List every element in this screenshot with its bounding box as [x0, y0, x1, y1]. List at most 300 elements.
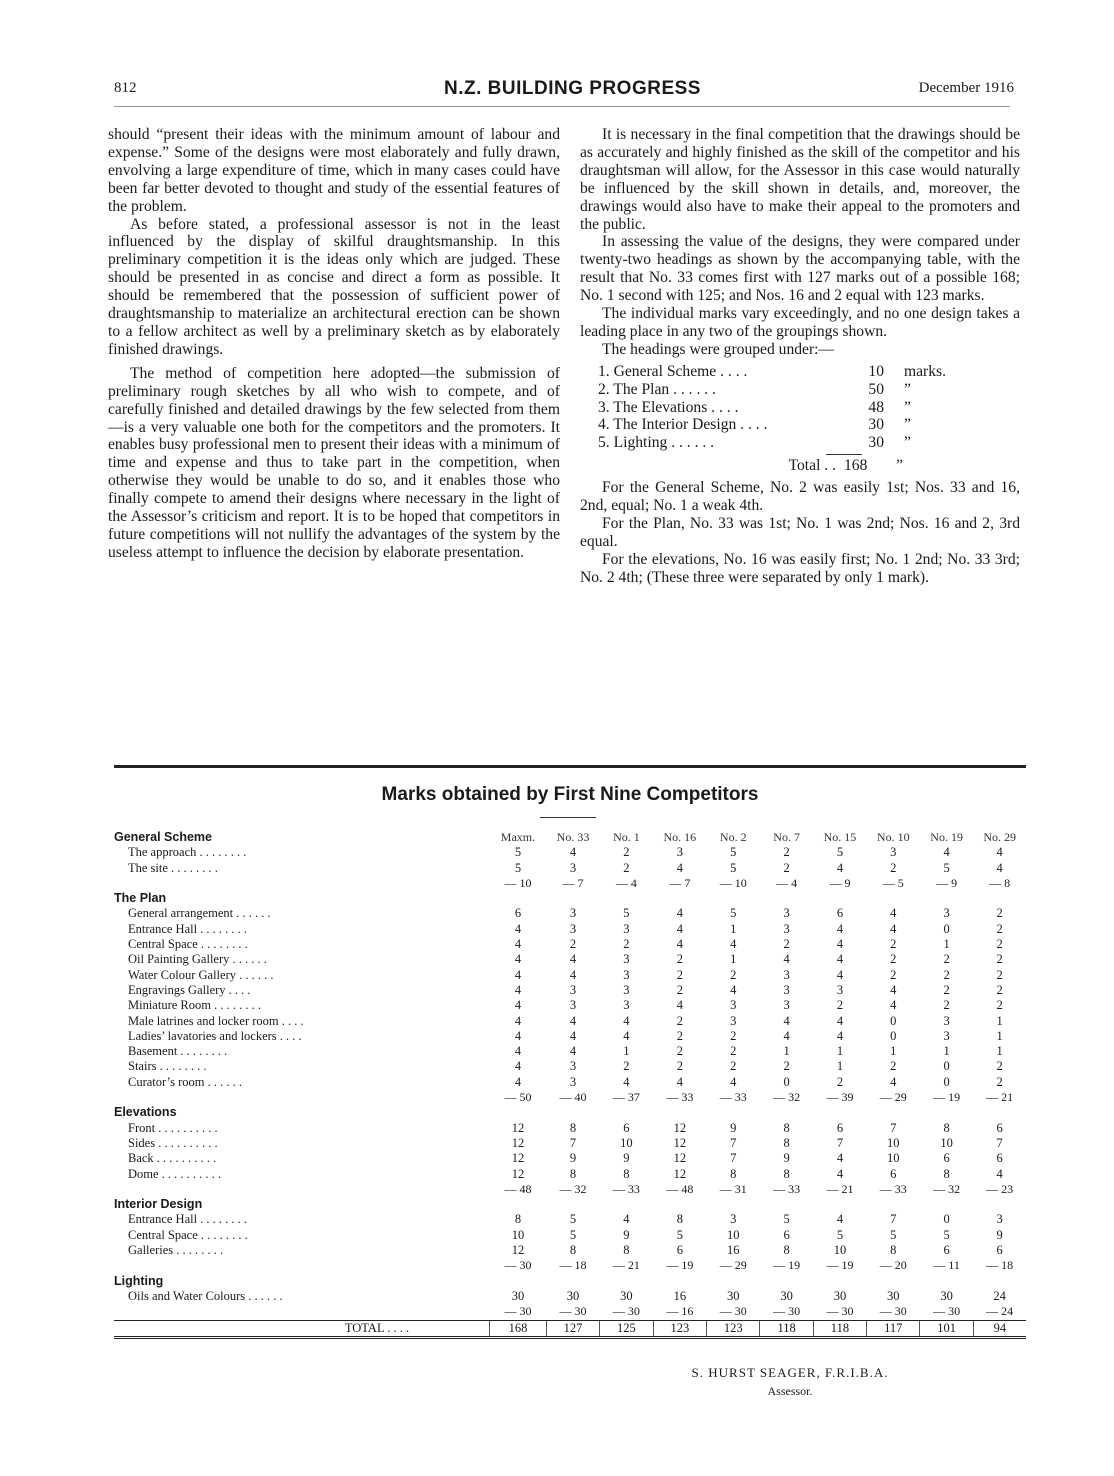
mark-cell: 4: [836, 952, 844, 967]
subtotal-row: [114, 1304, 1026, 1320]
subtotal-spacer: [114, 1258, 490, 1273]
empty-cell: [546, 1274, 599, 1289]
mark-cell: 0: [943, 1059, 950, 1074]
subtotal-cell: — 23: [986, 1181, 1014, 1196]
mark-cell: 1: [996, 1044, 1003, 1059]
mark-cell: 30: [940, 1288, 953, 1303]
empty-cell: [920, 1105, 973, 1120]
mark-cell: 5: [836, 1227, 844, 1242]
row-label: General arrangement . . . . . .: [128, 906, 271, 921]
heading-value: 50: [868, 380, 884, 398]
subtotal-cell: — 21: [826, 1181, 854, 1196]
empty-cell: [490, 1105, 547, 1120]
mark-cell: 2: [623, 860, 630, 875]
mark-cell: 3: [783, 967, 790, 982]
mark-cell: 4: [783, 1013, 790, 1028]
table-row: [114, 845, 1026, 860]
mark-cell: 7: [996, 1135, 1003, 1150]
mark-cell: 2: [943, 952, 950, 967]
row-label: Sides . . . . . . . . . .: [128, 1135, 218, 1150]
mark-cell: 4: [836, 1166, 844, 1181]
empty-cell: [600, 1197, 653, 1212]
mark-cell: 10: [620, 1135, 633, 1150]
subtotal-cell: — 21: [986, 1090, 1014, 1105]
row-label: Dome . . . . . . . . . .: [128, 1166, 222, 1181]
mark-cell: 10: [887, 1135, 900, 1150]
subtotal-cell: — 8: [989, 875, 1011, 890]
total-label: TOTAL . . . .: [114, 1320, 490, 1337]
mark-cell: 3: [569, 998, 577, 1013]
total-cell: 125: [600, 1320, 653, 1337]
row-label: Ladies’ lavatories and lockers . . . .: [128, 1028, 302, 1043]
mark-cell: 4: [514, 921, 522, 936]
total-cell: 123: [653, 1320, 706, 1337]
paragraph: should “present their ideas with the minimum amount of labour and expense.” Some of the designs were most elaborately and fully drawn, envolving a large expenditure of time, which in many cases could have been far better devoted to thought and study of the essential features of the problem.: [108, 126, 560, 215]
row-label: Basement . . . . . . . .: [128, 1044, 228, 1059]
mark-cell: 2: [996, 998, 1003, 1013]
section-header-row: [114, 830, 1026, 845]
section-name: General Scheme: [114, 830, 212, 844]
paragraph: For the Plan, No. 33 was 1st; No. 1 was 2nd; Nos. 16 and 2, 3rd equal.: [580, 514, 1020, 550]
heading-unit: ”: [904, 434, 911, 452]
mark-cell: 6: [996, 1120, 1003, 1135]
empty-cell: [707, 1274, 760, 1289]
mark-cell: 1: [943, 937, 950, 952]
mark-cell: 2: [996, 1059, 1003, 1074]
subtotal-cell: — 18: [559, 1258, 587, 1273]
mark-cell: 1: [783, 1044, 790, 1059]
mark-cell: 24: [993, 1288, 1006, 1303]
mark-cell: 3: [676, 845, 683, 860]
heading-value: 30: [868, 416, 884, 434]
mark-cell: 8: [943, 1166, 950, 1181]
mark-cell: 2: [783, 937, 790, 952]
subtotal-cell: — 9: [829, 875, 851, 890]
mark-cell: 2: [996, 906, 1003, 921]
mark-cell: 4: [569, 952, 577, 967]
total-cell: 101: [920, 1320, 973, 1337]
mark-cell: 2: [676, 967, 683, 982]
mark-cell: 9: [783, 1151, 790, 1166]
mark-cell: 4: [514, 937, 522, 952]
table-row: [114, 1289, 1026, 1304]
table-row: [114, 968, 1026, 983]
subtotal-spacer: [114, 1090, 490, 1105]
mark-cell: 7: [890, 1212, 897, 1227]
mark-cell: 3: [783, 982, 790, 997]
row-label: Stairs . . . . . . . .: [128, 1059, 207, 1074]
mark-cell: 6: [943, 1243, 950, 1258]
empty-cell: [490, 891, 547, 906]
mark-cell: 2: [890, 1059, 897, 1074]
empty-cell: [653, 891, 706, 906]
mark-cell: 5: [943, 1227, 950, 1242]
mark-cell: 1: [890, 1044, 897, 1059]
subtotal-cell: — 30: [504, 1258, 532, 1273]
total-cell: 117: [867, 1320, 920, 1337]
row-label: Engravings Gallery . . . .: [128, 982, 251, 997]
total-value: 168: [844, 457, 868, 475]
mark-cell: 16: [673, 1288, 687, 1303]
empty-cell: [653, 1274, 706, 1289]
mark-cell: 9: [569, 1151, 577, 1166]
subtotal-cell: — 30: [559, 1304, 587, 1319]
empty-cell: [973, 891, 1026, 906]
empty-cell: [920, 891, 973, 906]
publication-title: N.Z. BUILDING PROGRESS: [444, 78, 701, 99]
mark-cell: 3: [623, 998, 630, 1013]
mark-cell: 30: [511, 1288, 525, 1303]
mark-cell: 8: [569, 1166, 577, 1181]
section-header-row: [114, 891, 1026, 906]
mark-cell: 3: [890, 845, 897, 860]
mark-cell: 2: [676, 1013, 683, 1028]
headings-total-row: [598, 457, 1020, 475]
mark-cell: 8: [623, 1243, 630, 1258]
empty-cell: [813, 891, 866, 906]
mark-cell: 4: [890, 1074, 897, 1089]
mark-cell: 2: [996, 967, 1003, 982]
mark-cell: 8: [623, 1166, 630, 1181]
mark-cell: 12: [673, 1151, 687, 1166]
table-row: [114, 1151, 1026, 1166]
mark-cell: 2: [996, 982, 1003, 997]
mark-cell: 6: [836, 1120, 844, 1135]
total-row: [114, 1320, 1026, 1337]
mark-cell: 8: [943, 1120, 950, 1135]
mark-cell: 2: [623, 1059, 630, 1074]
mark-cell: 3: [623, 921, 630, 936]
mark-cell: 7: [730, 1135, 737, 1150]
subtotal-cell: — 48: [666, 1181, 694, 1196]
mark-cell: 4: [514, 1074, 522, 1089]
mark-cell: 4: [676, 998, 683, 1013]
mark-cell: 6: [996, 1243, 1003, 1258]
mark-cell: 3: [783, 998, 790, 1013]
mark-cell: 12: [673, 1166, 687, 1181]
mark-cell: 3: [569, 921, 577, 936]
table-row: [114, 983, 1026, 998]
mark-cell: 6: [943, 1151, 950, 1166]
empty-cell: [600, 1105, 653, 1120]
total-cell: 118: [760, 1320, 813, 1337]
empty-cell: [707, 1197, 760, 1212]
mark-cell: 2: [623, 845, 630, 860]
subtotal-spacer: [114, 1304, 490, 1320]
mark-cell: 5: [783, 1212, 790, 1227]
empty-cell: [867, 1274, 920, 1289]
column-header: Maxm.: [500, 830, 536, 844]
mark-cell: 3: [943, 906, 950, 921]
section-name: Interior Design: [114, 1197, 203, 1212]
mark-cell: 30: [566, 1288, 580, 1303]
empty-cell: [973, 1105, 1026, 1120]
table-row: [114, 1228, 1026, 1243]
mark-cell: 3: [943, 1028, 950, 1043]
mark-cell: 4: [730, 982, 737, 997]
mark-cell: 7: [890, 1120, 897, 1135]
mark-cell: 6: [836, 906, 844, 921]
total-cell: 127: [546, 1320, 599, 1337]
left-column: [108, 126, 560, 562]
subtotal-cell: — 30: [504, 1304, 532, 1319]
column-header: No. 16: [663, 830, 697, 844]
mark-cell: 4: [623, 1013, 630, 1028]
mark-cell: 4: [890, 998, 897, 1013]
section-name: Lighting: [114, 1273, 164, 1288]
subtotal-cell: — 33: [719, 1090, 747, 1105]
mark-cell: 4: [569, 967, 577, 982]
mark-cell: 4: [514, 1028, 522, 1043]
mark-cell: 4: [890, 906, 897, 921]
subtotal-cell: — 4: [615, 875, 637, 890]
subtotal-cell: — 40: [559, 1090, 587, 1105]
mark-cell: 3: [623, 952, 630, 967]
total-cell: 94: [973, 1320, 1026, 1337]
mark-cell: 16: [727, 1243, 740, 1258]
table-row: [114, 1044, 1026, 1059]
empty-cell: [600, 891, 653, 906]
table-row: [114, 922, 1026, 937]
table-row: [114, 861, 1026, 876]
mark-cell: 4: [836, 921, 844, 936]
subtotal-cell: — 10: [719, 875, 747, 890]
mark-cell: 4: [676, 860, 683, 875]
mark-cell: 1: [730, 921, 737, 936]
mark-cell: 2: [996, 1074, 1003, 1089]
table-row: [114, 1014, 1026, 1029]
subtotal-cell: — 50: [504, 1090, 532, 1105]
row-label: Back . . . . . . . . . .: [128, 1151, 217, 1166]
mark-cell: 4: [996, 845, 1003, 860]
mark-cell: 12: [673, 1135, 687, 1150]
mark-cell: 8: [783, 1120, 790, 1135]
mark-cell: 4: [514, 1044, 522, 1059]
mark-cell: 4: [996, 860, 1003, 875]
mark-cell: 4: [676, 921, 683, 936]
mark-cell: 30: [780, 1288, 793, 1303]
mark-cell: 1: [623, 1044, 630, 1059]
empty-cell: [973, 1197, 1026, 1212]
mark-cell: 2: [890, 952, 897, 967]
mark-cell: 3: [569, 860, 577, 875]
mark-cell: 6: [676, 1243, 683, 1258]
mark-cell: 2: [943, 982, 950, 997]
section-name: Elevations: [114, 1105, 177, 1120]
heading-unit: marks.: [904, 362, 947, 380]
subtotal-cell: — 4: [776, 875, 798, 890]
heading-label: 5. Lighting . . . . . .: [598, 434, 715, 452]
empty-cell: [867, 891, 920, 906]
mark-cell: 3: [783, 921, 790, 936]
row-label: Central Space . . . . . . . .: [128, 937, 248, 952]
empty-cell: [920, 1274, 973, 1289]
header-rule: [114, 106, 1010, 107]
empty-cell: [760, 1105, 813, 1120]
signature-name: S. HURST SEAGER, F.R.I.B.A.: [691, 1365, 889, 1380]
subtotal-cell: — 11: [933, 1258, 960, 1273]
mark-cell: 3: [569, 906, 577, 921]
mark-cell: 8: [890, 1243, 897, 1258]
mark-cell: 2: [783, 860, 790, 875]
mark-cell: 6: [783, 1227, 790, 1242]
page-number: 812: [114, 80, 137, 96]
row-label: The site . . . . . . . .: [128, 860, 218, 875]
mark-cell: 2: [836, 998, 844, 1013]
column-header: No. 29: [983, 830, 1016, 844]
subtotal-cell: — 19: [826, 1258, 854, 1273]
mark-cell: 1: [836, 1059, 844, 1074]
column-header: No. 19: [930, 830, 963, 844]
mark-cell: 12: [511, 1243, 525, 1258]
mark-cell: 4: [514, 1059, 522, 1074]
mark-cell: 30: [887, 1288, 900, 1303]
mark-cell: 4: [514, 1013, 522, 1028]
mark-cell: 5: [569, 1227, 577, 1242]
table-row: [114, 1167, 1026, 1182]
empty-cell: [653, 1105, 706, 1120]
mark-cell: 3: [836, 982, 844, 997]
mark-cell: 5: [890, 1227, 897, 1242]
mark-cell: 10: [727, 1227, 740, 1242]
subtotal-cell: — 19: [933, 1090, 961, 1105]
subtotal-cell: — 33: [879, 1181, 907, 1196]
subtotal-cell: — 24: [986, 1304, 1014, 1319]
heading-value: 10: [868, 362, 884, 380]
mark-cell: 1: [836, 1044, 844, 1059]
table-row: [114, 937, 1026, 952]
page-header: [114, 78, 1014, 104]
row-label: Central Space . . . . . . . .: [128, 1227, 248, 1242]
table-row: [114, 1029, 1026, 1044]
empty-cell: [600, 1274, 653, 1289]
mark-cell: 10: [511, 1227, 525, 1242]
table-row: [114, 1059, 1026, 1074]
subtotal-cell: — 30: [933, 1304, 961, 1319]
row-label: Entrance Hall . . . . . . . .: [128, 921, 248, 936]
empty-cell: [546, 891, 599, 906]
mark-cell: 0: [890, 1013, 897, 1028]
total-unit: ”: [896, 457, 903, 475]
mark-cell: 8: [569, 1243, 577, 1258]
mark-cell: 9: [730, 1120, 737, 1135]
mark-cell: 3: [569, 1074, 577, 1089]
empty-cell: [707, 891, 760, 906]
row-label: Curator’s room . . . . . .: [128, 1074, 242, 1089]
column-header: No. 2: [719, 830, 747, 844]
empty-cell: [920, 1197, 973, 1212]
subtotal-cell: — 29: [719, 1258, 747, 1273]
subtotal-cell: — 31: [719, 1181, 747, 1196]
mark-cell: 4: [569, 845, 577, 860]
empty-cell: [490, 1197, 547, 1212]
table-row: [114, 1212, 1026, 1227]
mark-cell: 5: [623, 906, 630, 921]
subtotal-cell: — 19: [773, 1258, 801, 1273]
mark-cell: 6: [890, 1166, 897, 1181]
mark-cell: 6: [996, 1151, 1003, 1166]
mark-cell: 0: [783, 1074, 790, 1089]
mark-cell: 6: [623, 1120, 630, 1135]
mark-cell: 9: [996, 1227, 1003, 1242]
mark-cell: 1: [996, 1013, 1003, 1028]
table-row: [114, 1121, 1026, 1136]
heading-row: [598, 416, 1020, 434]
subtotal-cell: — 33: [612, 1181, 640, 1196]
mark-cell: 8: [569, 1120, 577, 1135]
column-header: No. 33: [556, 830, 590, 844]
mark-cell: 0: [890, 1028, 897, 1043]
mark-cell: 4: [676, 1074, 683, 1089]
mark-cell: 7: [569, 1135, 577, 1150]
mark-cell: 3: [730, 1013, 737, 1028]
mark-cell: 4: [890, 982, 897, 997]
mark-cell: 3: [569, 982, 577, 997]
table-row: [114, 952, 1026, 967]
subtotal-cell: — 29: [879, 1090, 907, 1105]
empty-cell: [813, 1105, 866, 1120]
table-row: [114, 906, 1026, 921]
subtotal-row: [114, 876, 1026, 891]
mark-cell: 12: [673, 1120, 687, 1135]
heading-label: 2. The Plan . . . . . .: [598, 380, 716, 398]
heading-unit: ”: [904, 416, 911, 434]
mark-cell: 4: [890, 921, 897, 936]
empty-cell: [546, 1105, 599, 1120]
mark-cell: 5: [730, 906, 737, 921]
heading-value: 30: [868, 434, 884, 452]
mark-cell: 3: [623, 967, 630, 982]
mark-cell: 4: [836, 860, 844, 875]
mark-cell: 3: [569, 1059, 577, 1074]
subtotal-cell: — 33: [773, 1181, 801, 1196]
mark-cell: 30: [833, 1288, 847, 1303]
mark-cell: 4: [783, 1028, 790, 1043]
mark-cell: 4: [514, 982, 522, 997]
mark-cell: 2: [890, 937, 897, 952]
headings-list: [598, 363, 1020, 475]
mark-cell: 4: [676, 906, 683, 921]
mark-cell: 5: [730, 845, 737, 860]
mark-cell: 0: [943, 1074, 950, 1089]
mark-cell: 4: [783, 952, 790, 967]
mark-cell: 2: [943, 967, 950, 982]
subtotal-cell: — 7: [669, 875, 691, 890]
mark-cell: 5: [943, 860, 950, 875]
mark-cell: 4: [514, 952, 522, 967]
mark-cell: 2: [676, 952, 683, 967]
section-name: The Plan: [114, 891, 167, 906]
mark-cell: 3: [943, 1013, 950, 1028]
mark-cell: 5: [514, 845, 522, 860]
mark-cell: 4: [676, 937, 683, 952]
mark-cell: 4: [836, 967, 844, 982]
empty-cell: [760, 891, 813, 906]
heading-unit: ”: [904, 380, 911, 398]
empty-cell: [760, 1197, 813, 1212]
heading-value: 48: [868, 398, 884, 416]
mark-cell: 2: [676, 1044, 683, 1059]
mark-cell: 4: [730, 937, 737, 952]
right-column: [580, 126, 1020, 587]
mark-cell: 5: [514, 860, 522, 875]
subtotal-row: [114, 1090, 1026, 1105]
subtotal-spacer: [114, 1182, 490, 1197]
total-label: Total . .: [788, 457, 836, 475]
heading-row: [598, 381, 1020, 399]
mark-cell: 8: [783, 1166, 790, 1181]
column-header: No. 7: [773, 830, 800, 844]
